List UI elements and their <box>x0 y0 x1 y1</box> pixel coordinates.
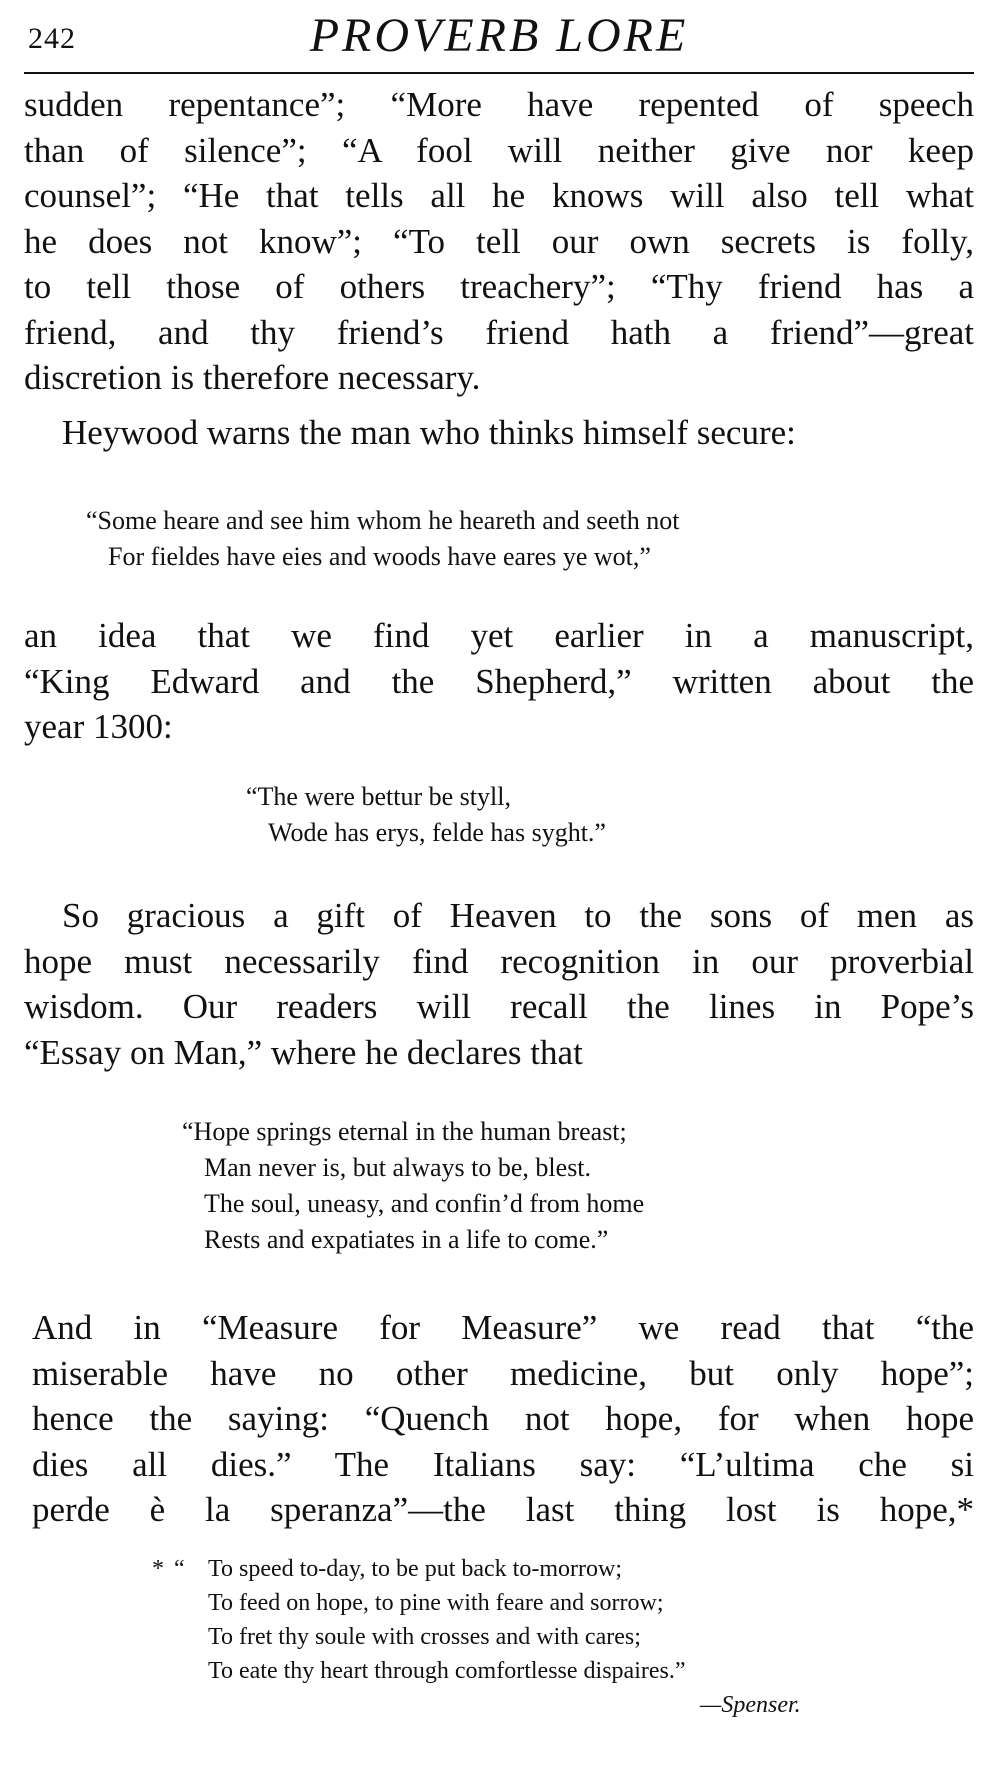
verse-line: Man never is, but always to be, blest. <box>204 1153 592 1182</box>
footnote <box>152 1552 686 1688</box>
verse-heywood <box>86 503 679 575</box>
text-line: So gracious a gift of Heaven to the sons of men as <box>62 896 974 935</box>
text-line: And in “Measure for Measure” we read that “the <box>32 1308 974 1347</box>
header-rule <box>24 72 974 74</box>
running-title: PROVERB LORE <box>309 9 689 62</box>
verse-line: The soul, uneasy, and confin’d from home <box>204 1189 645 1218</box>
paragraph-king-edward <box>24 613 974 750</box>
text-line: hope must necessarily find recognition in our proverbial <box>24 941 974 981</box>
text-line: to tell those of others treachery”; “Thy friend has a <box>24 267 974 306</box>
footnote-line: To feed on hope, to pine with feare and sorrow; <box>208 1590 664 1616</box>
footnote-attribution: —Spenser. <box>700 1692 801 1718</box>
text-line: than of silence”; “A fool will neither give nor keep <box>24 130 974 170</box>
text-line: dies all dies.” The Italians say: “L’ultima che si <box>32 1444 974 1484</box>
footnote-line: To eate thy heart through comfortlesse dispaires.” <box>208 1658 686 1684</box>
text-line: an idea that we find yet earlier in a manuscript, <box>24 616 974 655</box>
text-line: perde è la speranza”—the last thing lost is hope,* <box>32 1490 974 1529</box>
verse-line: “Hope springs eternal in the human breast; <box>182 1117 627 1146</box>
paragraph-heywood <box>24 410 974 456</box>
verse-line: “Some heare and see him whom he heareth and seeth not <box>86 506 680 535</box>
text-line: year 1300: <box>24 707 173 746</box>
text-line: Heywood warns the man who thinks himself secure: <box>62 413 796 452</box>
paragraph-measure <box>32 1305 974 1533</box>
text-line: he does not know”; “To tell our own secrets is folly, <box>24 221 974 261</box>
verse-pope <box>182 1114 644 1258</box>
verse-line: Rests and expatiates in a life to come.” <box>204 1225 609 1254</box>
verse-line: Wode has erys, felde has syght.” <box>268 818 606 847</box>
text-line: miserable have no other medicine, but only hope”; <box>32 1353 974 1393</box>
footnote-open-quote: “ <box>174 1556 185 1582</box>
text-line: discretion is therefore necessary. <box>24 358 481 397</box>
verse-line: For fieldes have eies and woods have eares ye wot,” <box>108 542 651 571</box>
page-header <box>24 8 974 68</box>
page-number: 242 <box>28 22 76 55</box>
footnote-line: To fret thy soule with crosses and with cares; <box>208 1624 641 1650</box>
text-line: hence the saying: “Quench not hope, for when hope <box>32 1399 974 1438</box>
verse-line: “The were bettur be styll, <box>246 782 511 811</box>
verse-shepherd <box>246 779 606 851</box>
paragraph-hope <box>24 893 974 1075</box>
text-line: counsel”; “He that tells all he knows will also tell what <box>24 176 974 215</box>
text-line: friend, and thy friend’s friend hath a friend”—great <box>24 312 974 352</box>
text-line: wisdom. Our readers will recall the lines in Pope’s <box>24 987 974 1026</box>
text-line: “Essay on Man,” where he declares that <box>24 1032 583 1072</box>
text-line: “King Edward and the Shepherd,” written about the <box>24 661 974 701</box>
footnote-line <box>152 1552 686 1586</box>
footnote-text: To speed to-day, to be put back to-morrow; <box>208 1556 622 1582</box>
text-line: sudden repentance”; “More have repented of speech <box>24 85 974 124</box>
footnote-marker: * <box>152 1556 164 1582</box>
paragraph-discretion <box>24 82 974 401</box>
